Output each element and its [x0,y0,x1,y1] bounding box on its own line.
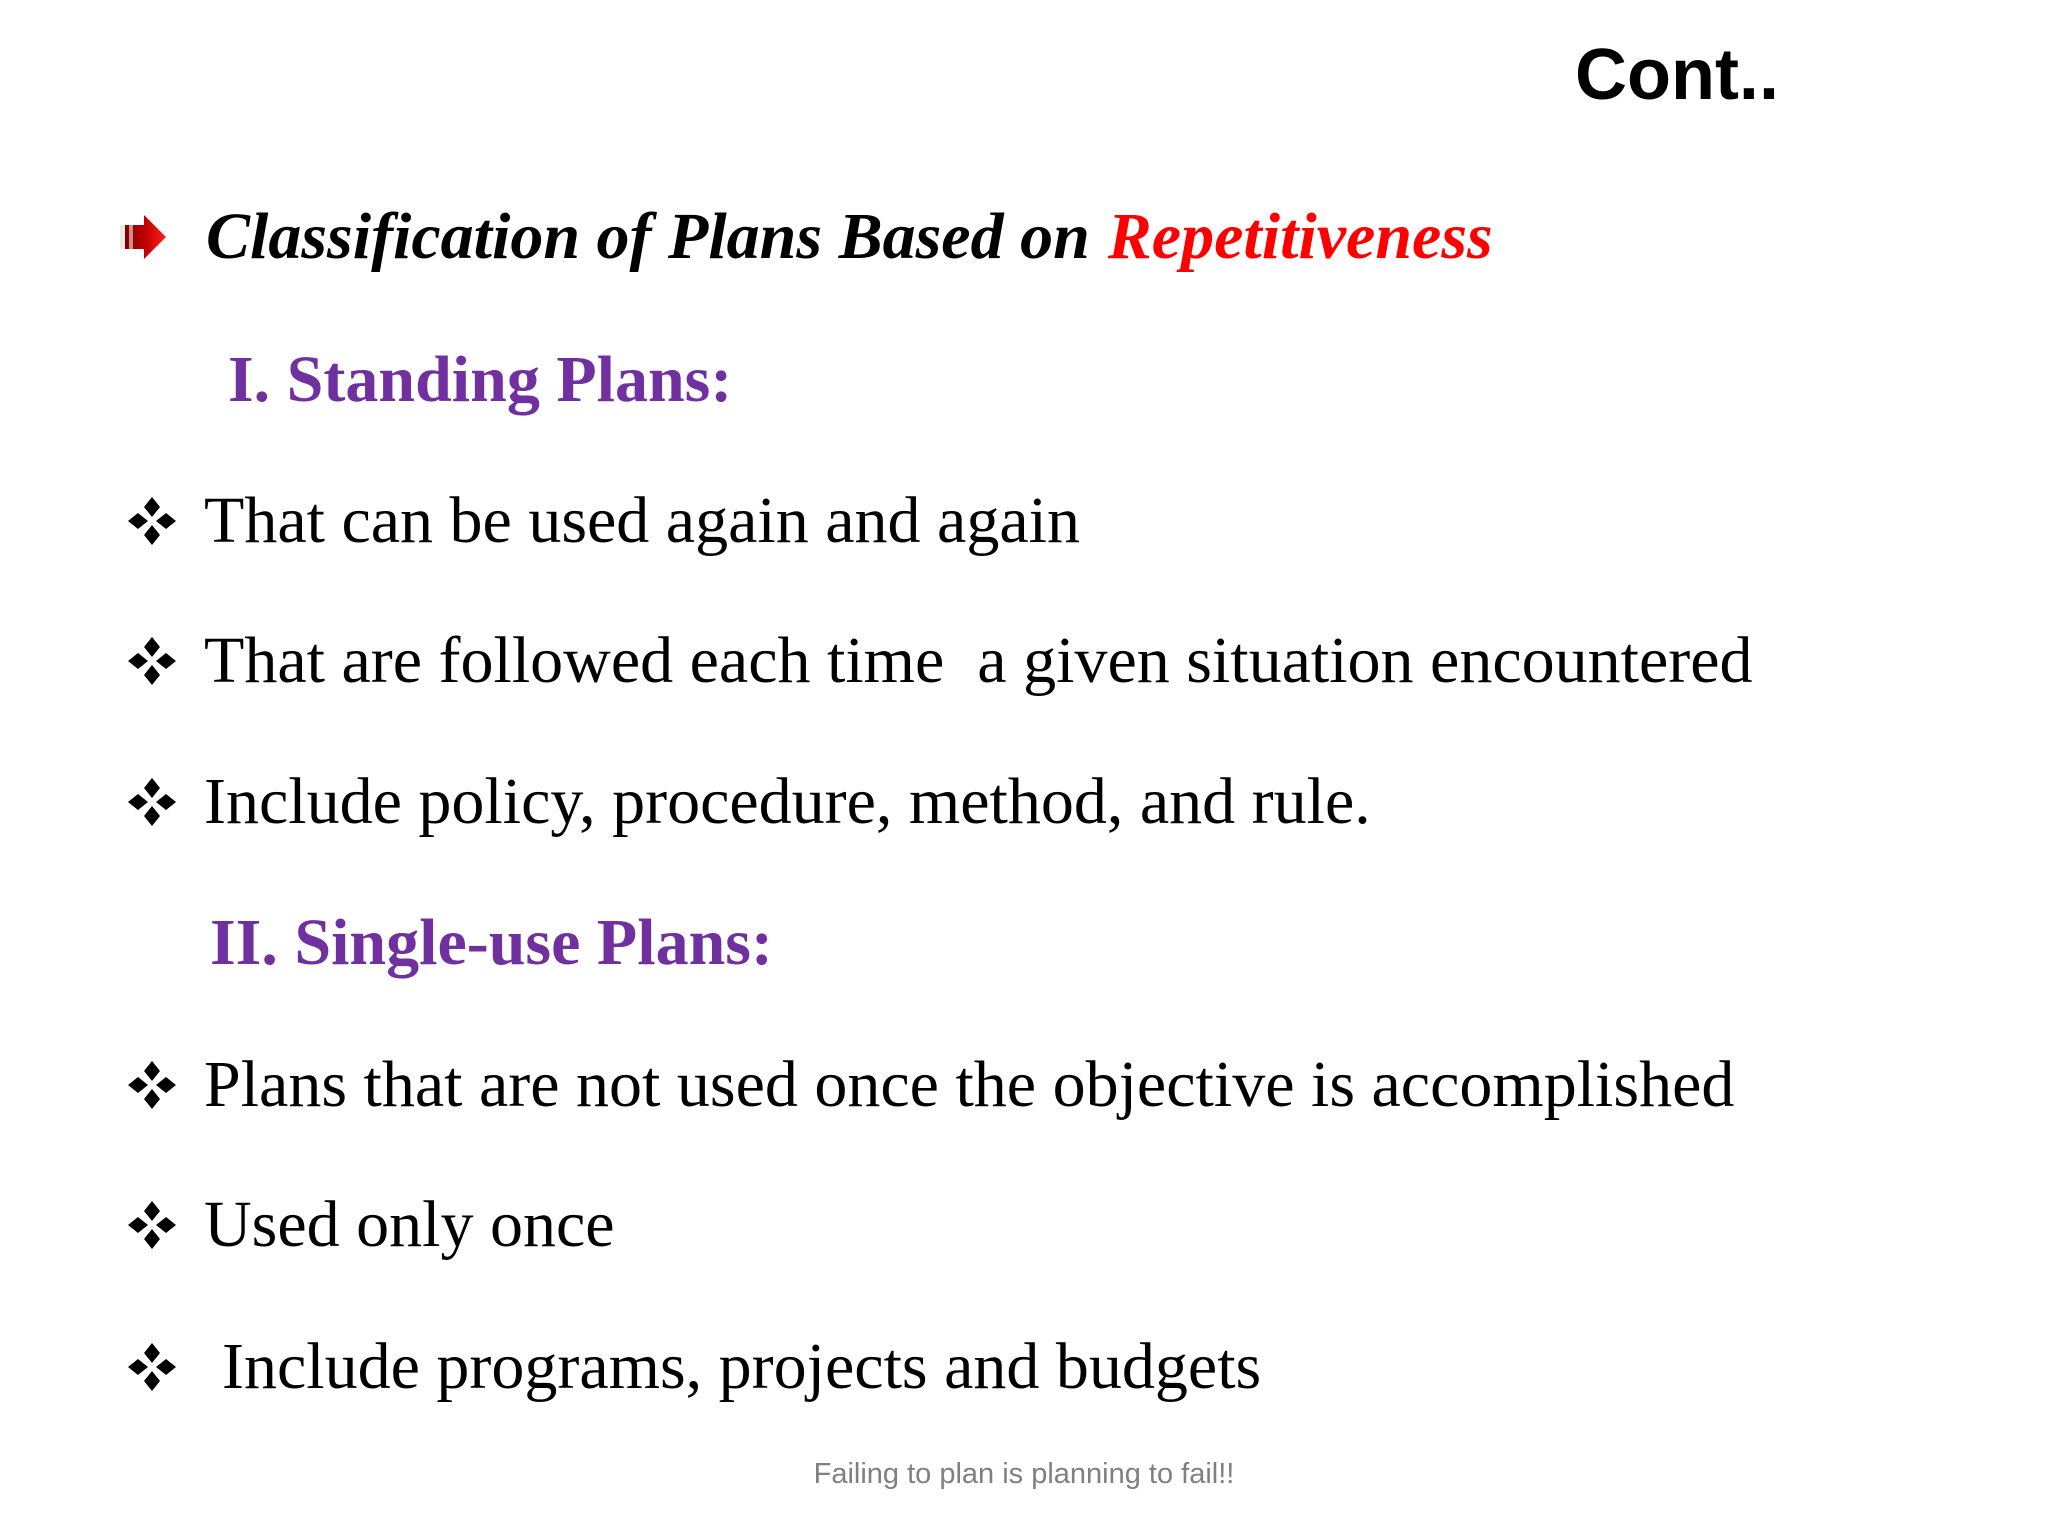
bullet-text: That can be used again and again [204,484,1080,557]
list-item [126,1322,1261,1412]
bullet-text: Include policy, procedure, method, and rule. [204,765,1371,838]
four-diamond-bullet-icon [126,635,178,687]
bullet-text: Used only once [204,1188,615,1261]
four-diamond-bullet-icon [126,1199,178,1251]
list-item [126,476,1080,566]
heading-text: Classification of Plans Based on [206,200,1090,273]
four-diamond-bullet-icon [126,1059,178,1111]
red-arrow-bullet-icon [120,213,168,261]
list-item [126,616,1753,706]
list-item [126,757,1371,847]
section-title-single-use-plans: II. Single-use Plans: [210,906,773,979]
bullet-text: Plans that are not used once the objective is accomplished [204,1048,1735,1121]
four-diamond-bullet-icon [126,495,178,547]
slide-corner-title: Cont.. [1575,35,1779,115]
four-diamond-bullet-icon [126,776,178,828]
list-item [126,1040,1734,1130]
bullet-text: Include programs, projects and budgets [222,1330,1262,1403]
four-diamond-bullet-icon [126,1341,178,1393]
slide-footer: Failing to plan is planning to fail!! [813,1458,1235,1490]
section-title-standing-plans: I. Standing Plans: [228,343,733,416]
bullet-text: That are followed each time a given situation encountered [204,624,1753,697]
list-item [126,1180,615,1270]
classification-heading [120,192,1493,282]
heading-accent-text: Repetitiveness [1107,200,1493,273]
